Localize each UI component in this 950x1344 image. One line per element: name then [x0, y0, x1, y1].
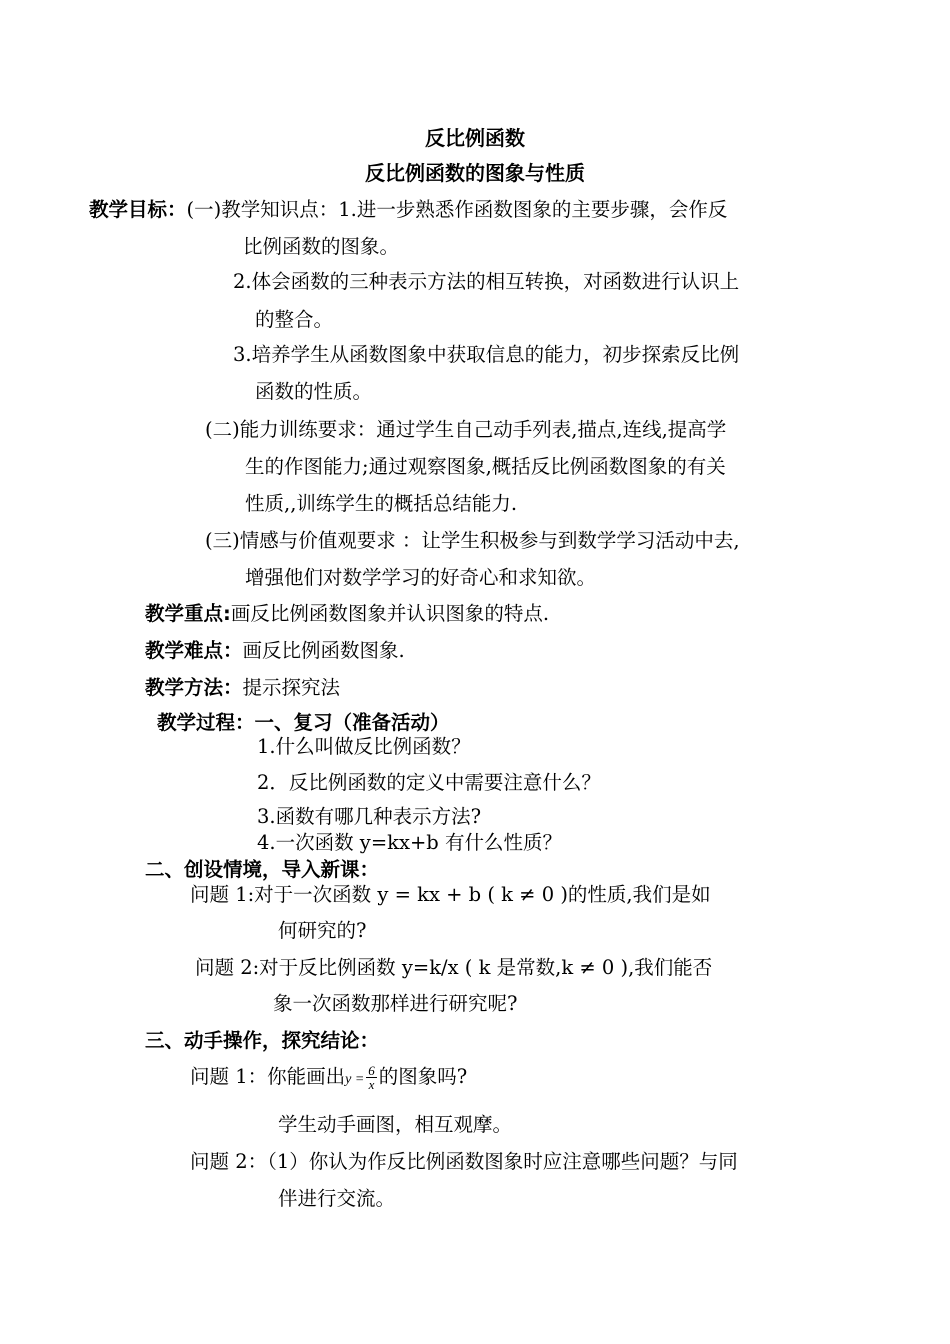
section-3-question-2: 问题 2：（1）你认为作反比例函数图象时应注意哪些问题？与同 [190, 1150, 738, 1173]
section-2-question-1-cont: 何研究的? [278, 919, 367, 942]
key-point-label: 教学重点: [145, 602, 231, 625]
formula-fraction [366, 1064, 377, 1091]
goals-text-11: 增强他们对数学学习的好奇心和求知欲。 [245, 566, 597, 589]
section-3-question-1 [190, 1063, 467, 1094]
process-heading: 教学过程：一、复习（准备活动） [157, 711, 450, 734]
key-point-text: 画反比例函数图象并认识图象的特点. [230, 602, 550, 625]
goals-text-4: 的整合。 [255, 308, 334, 331]
teaching-goals-label: 教学目标： [89, 198, 187, 221]
difficulty-text: 画反比例函数图象. [242, 639, 405, 662]
section-2-question-2: 问题 2:对于反比例函数 y=k/x ( k 是常数,k ≠ 0 ),我们能否 [195, 956, 713, 979]
review-question-4: 4.一次函数 y=kx+b 有什么性质？ [257, 831, 562, 854]
method-label: 教学方法： [145, 676, 243, 699]
section-3-question-2-cont: 伴进行交流。 [278, 1187, 396, 1210]
key-point-line [145, 600, 549, 628]
goals-text-8: 生的作图能力;通过观察图象,概括反比例函数图象的有关 [245, 455, 726, 478]
document-title: 反比例函数 [425, 126, 525, 150]
review-question-1: 1.什么叫做反比例函数？ [257, 735, 471, 758]
section-3-question-1-prefix: 问题 1：你能画出 [190, 1065, 346, 1088]
section-2-question-2-cont: 象一次函数那样进行研究呢? [273, 992, 518, 1015]
goals-text-3: 2.体会函数的三种表示方法的相互转换，对函数进行认识上 [233, 270, 740, 293]
goals-text-1: (一)教学知识点：1.进一步熟悉作函数图象的主要步骤，会作反 [186, 198, 728, 221]
section-2-heading: 二、创设情境，导入新课： [145, 858, 380, 881]
goals-text-6: 函数的性质。 [255, 380, 373, 403]
section-2-question-1: 问题 1:对于一次函数 y = kx + b ( k ≠ 0 )的性质,我们是如 [190, 883, 711, 906]
document-subtitle: 反比例函数的图象与性质 [365, 161, 585, 185]
section-3-heading: 三、动手操作，探究结论： [145, 1029, 380, 1052]
goals-text-7: (二)能力训练要求：通过学生自己动手列表,描点,连线,提高学 [205, 418, 727, 441]
method-line [145, 674, 340, 702]
review-question-3: 3.函数有哪几种表示方法? [257, 805, 482, 828]
difficulty-line [145, 637, 405, 665]
method-text: 提示探究法 [242, 676, 341, 699]
difficulty-label: 教学难点： [145, 639, 243, 662]
teaching-goals-line-1 [89, 196, 727, 224]
formula-numerator: 6 [368, 1063, 375, 1078]
formula-denominator: x [368, 1077, 375, 1092]
review-question-2: 2．反比例函数的定义中需要注意什么？ [257, 771, 601, 794]
goals-text-2: 比例函数的图象。 [243, 235, 400, 258]
goals-text-9: 性质,,训练学生的概括总结能力. [245, 492, 518, 515]
goals-text-10: (三)情感与价值观要求 ：让学生积极参与到数学学习活动中去, [205, 529, 740, 552]
section-3-question-1-suffix: 的图象吗? [378, 1065, 468, 1088]
goals-text-5: 3.培养学生从函数图象中获取信息的能力，初步探索反比例 [233, 343, 740, 366]
formula-lhs: y = [345, 1072, 365, 1087]
section-3-note: 学生动手画图，相互观摩。 [278, 1113, 513, 1136]
